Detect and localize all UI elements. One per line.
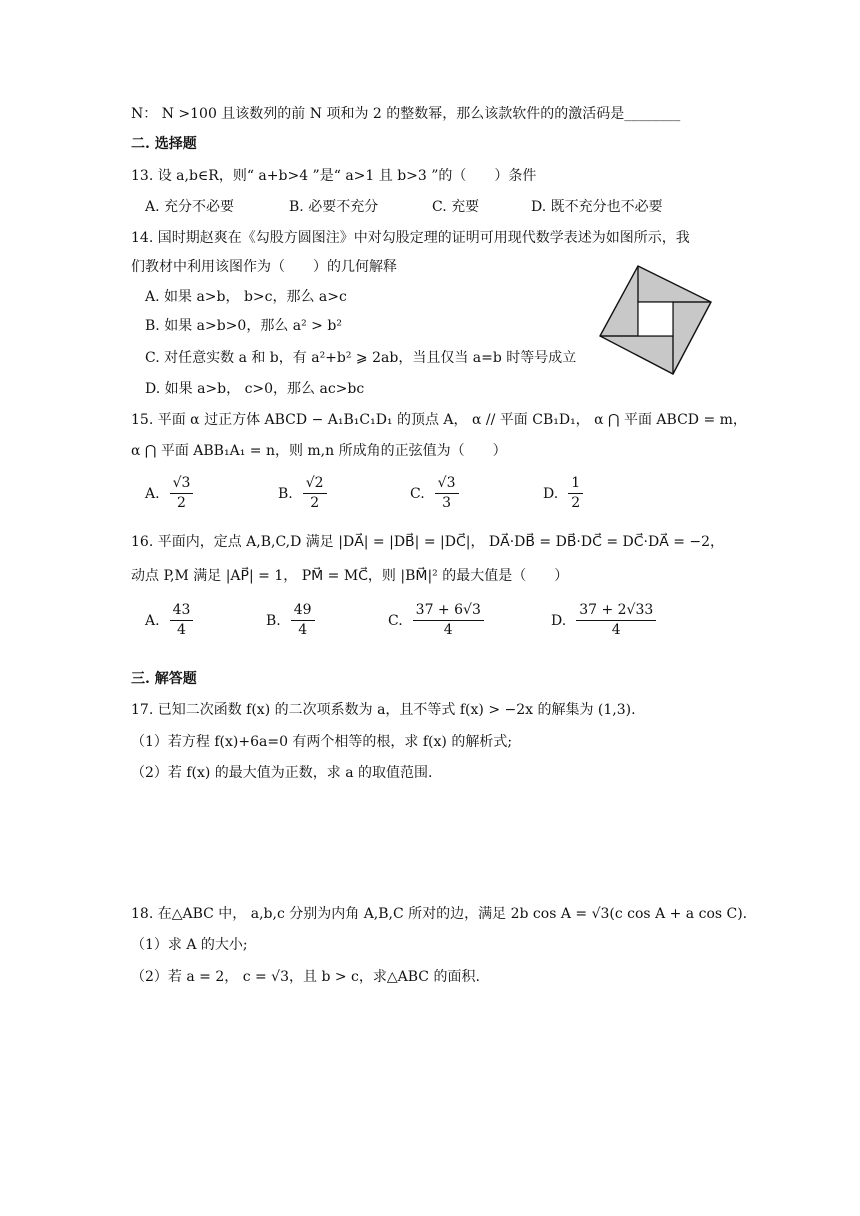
fraction-denominator: 4 <box>611 622 621 638</box>
fraction <box>576 602 656 639</box>
q13-option-c: C. 充要 <box>432 199 480 215</box>
fraction-numerator: 37 + 2√33 <box>576 602 656 621</box>
fraction <box>303 475 327 512</box>
inner-square <box>638 302 673 336</box>
option-letter: B. <box>266 612 281 629</box>
section-heading-answer: 三. 解答题 <box>131 671 197 687</box>
q13-option-d: D. 既不充分也不必要 <box>531 199 663 215</box>
fraction-denominator: 2 <box>310 495 320 511</box>
q15-option-c <box>410 475 459 512</box>
q12-tail-line: N： N >100 且该数列的前 N 项和为 2 的整数幂，那么该款软件的的激活码是________ <box>131 106 681 122</box>
q15-option-a <box>145 475 193 512</box>
q14-option-c: C. 对任意实数 a 和 b，有 a²+b² ⩾ 2ab，当且仅当 a=b 时等号成立 <box>145 350 577 366</box>
q13-option-b: B. 必要不充分 <box>289 199 379 215</box>
q14-stem-line1: 14. 国时期赵爽在《勾股方圆图注》中对勾股定理的证明可用现代数学表述为如图所示，我 <box>131 230 690 246</box>
fraction-denominator: 2 <box>177 495 186 511</box>
q18-part1: （1）求 A 的大小; <box>131 937 248 953</box>
fraction <box>435 475 459 512</box>
zhao-shuang-square-figure <box>598 264 714 376</box>
fraction-numerator: 49 <box>291 602 315 621</box>
q14-option-d: D. 如果 a>b， c>0，那么 ac>bc <box>145 381 365 397</box>
fraction <box>291 602 315 639</box>
fraction <box>170 602 194 639</box>
option-letter: D. <box>551 612 567 629</box>
fraction <box>413 602 484 639</box>
q14-option-b: B. 如果 a>b>0，那么 a² > b² <box>145 318 342 334</box>
q15-option-d <box>543 475 583 512</box>
q17-part1: （1）若方程 f(x)+6a=0 有两个相等的根，求 f(x) 的解析式; <box>131 734 513 750</box>
q18-stem: 18. 在△ABC 中， a,b,c 分别为内角 A,B,C 所对的边，满足 2b cos A = √3(c cos A + a cos C). <box>131 906 748 922</box>
fraction-denominator: 4 <box>177 622 186 638</box>
fraction-denominator: 2 <box>571 495 581 511</box>
q15-stem-line1: 15. 平面 α 过正方体 ABCD − A₁B₁C₁D₁ 的顶点 A， α // 平面 CB₁D₁， α ⋂ 平面 ABCD = m， <box>131 412 747 428</box>
option-letter: D. <box>543 485 559 502</box>
fraction <box>568 475 583 512</box>
option-letter: A. <box>145 612 160 629</box>
q16-option-a <box>145 602 193 639</box>
option-letter: C. <box>388 612 403 629</box>
option-letter: B. <box>278 485 293 502</box>
q16-stem-line2: 动点 P,M 满足 |AP⃗| = 1， PM⃗ = MC⃗，则 |BM⃗|² 的最大值是（ ） <box>131 568 569 584</box>
q14-option-a: A. 如果 a>b， b>c，那么 a>c <box>145 289 347 305</box>
q16-option-c <box>388 602 484 639</box>
q13-stem: 13. 设 a,b∈R，则“ a+b>4 ”是“ a>1 且 b>3 ”的（ ）条件 <box>131 168 537 184</box>
q17-part2: （2）若 f(x) 的最大值为正数，求 a 的取值范围. <box>131 765 433 781</box>
q14-stem-line2: 们教材中利用该图作为（ ）的几何解释 <box>131 259 397 275</box>
fraction-denominator: 3 <box>442 495 452 511</box>
fraction-numerator: √3 <box>435 475 459 494</box>
fraction-numerator: 37 + 6√3 <box>413 602 484 621</box>
fraction <box>170 475 194 512</box>
section-heading-choice: 二. 选择题 <box>131 136 197 152</box>
q15-option-b <box>278 475 327 512</box>
q16-stem-line1: 16. 平面内，定点 A,B,C,D 满足 |DA⃗| = |DB⃗| = |DC⃗|， DA⃗·DB⃗ = DB⃗·DC⃗ = DC⃗·DA⃗ = −2， <box>131 534 725 550</box>
fraction-numerator: 43 <box>170 602 194 621</box>
fraction-denominator: 4 <box>298 622 308 638</box>
q13-option-a: A. 充分不必要 <box>145 199 235 215</box>
fraction-numerator: √2 <box>303 475 327 494</box>
fraction-denominator: 4 <box>443 622 453 638</box>
q16-option-d <box>551 602 656 639</box>
option-letter: A. <box>145 485 160 502</box>
q16-option-b <box>266 602 315 639</box>
fraction-numerator: 1 <box>568 475 583 494</box>
q18-part2: （2）若 a = 2， c = √3，且 b > c，求△ABC 的面积. <box>131 969 480 985</box>
fraction-numerator: √3 <box>170 475 194 494</box>
q17-stem: 17. 已知二次函数 f(x) 的二次项系数为 a，且不等式 f(x) > −2x 的解集为 (1,3). <box>131 702 636 718</box>
option-letter: C. <box>410 485 425 502</box>
q15-stem-line2: α ⋂ 平面 ABB₁A₁ = n，则 m,n 所成角的正弦值为（ ） <box>131 443 507 459</box>
